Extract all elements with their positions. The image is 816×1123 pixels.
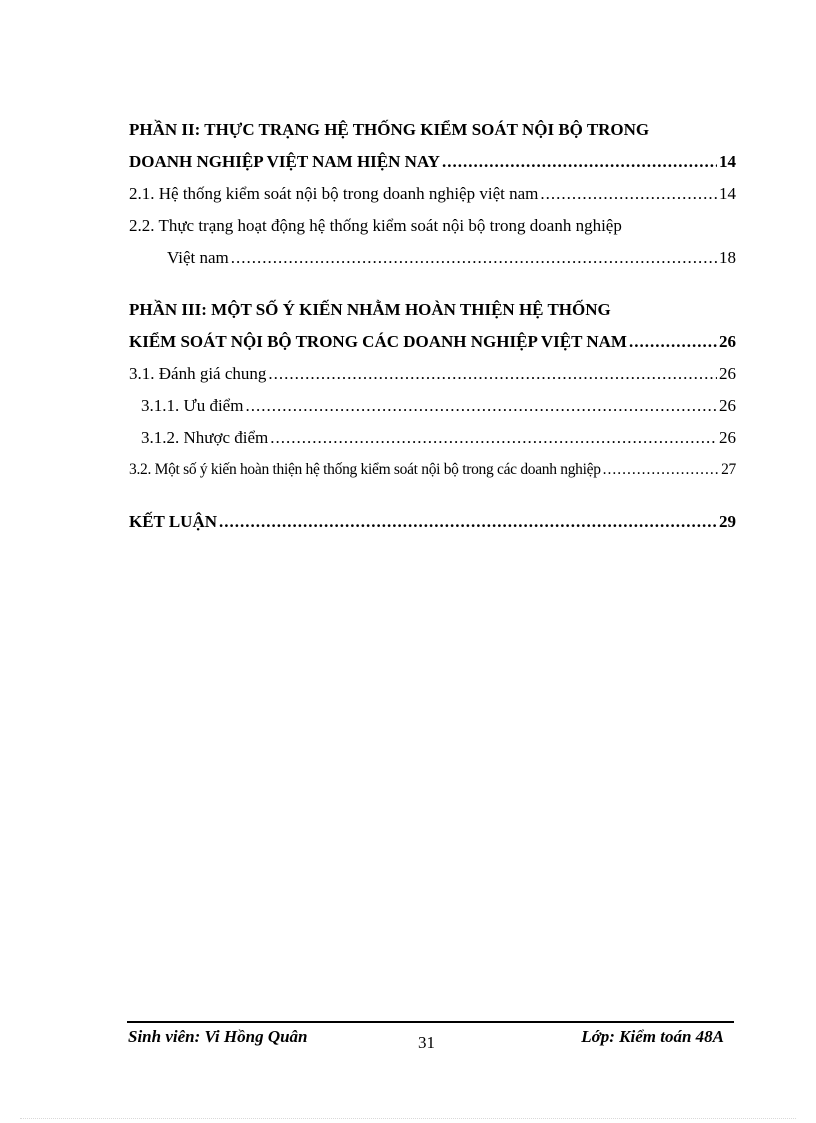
dot-leader (629, 332, 717, 352)
toc-part2-title-line2: DOANH NGHIỆP VIỆT NAM HIỆN NAY (129, 152, 440, 171)
toc-entry-2-2 (129, 208, 736, 240)
page-bottom-border (20, 1118, 796, 1119)
dot-leader (231, 248, 717, 268)
toc-entry-3-1-2 (129, 420, 736, 452)
toc-part2-heading (129, 112, 736, 144)
toc-entry-3-1-title: 3.1. Đánh giá chung (129, 364, 267, 383)
footer-divider (127, 1021, 734, 1023)
toc-part2-title-line1: PHẦN II: THỰC TRẠNG HỆ THỐNG KIỂM SOÁT NỘI BỘ TRONG (129, 120, 650, 139)
toc-entry-2-1 (129, 176, 736, 208)
dot-leader (442, 152, 717, 172)
toc-entry-3-1 (129, 356, 736, 388)
toc-entry-2-2-title-line1: 2.2. Thực trạng hoạt động hệ thống kiểm soát nội bộ trong doanh nghiệp (129, 216, 622, 235)
toc-entry-3-1-2-title: 3.1.2. Nhược điểm (141, 428, 269, 447)
toc-part2-heading-cont (129, 144, 736, 176)
toc-entry-2-2-cont (129, 240, 736, 272)
dot-leader (603, 460, 719, 480)
footer-student-name: Sinh viên: Vi Hồng Quân (128, 1027, 308, 1046)
toc-conclusion-page: 29 (719, 512, 736, 531)
toc-entry-2-1-page: 14 (719, 184, 736, 203)
toc-conclusion-title: KẾT LUẬN (129, 512, 218, 531)
dot-leader (268, 364, 717, 384)
toc-entry-2-1-title: 2.1. Hệ thống kiểm soát nội bộ trong doanh nghiệp việt nam (129, 184, 539, 203)
section-gap (129, 272, 736, 292)
toc-entry-3-1-1-title: 3.1.1. Ưu điểm (141, 396, 244, 415)
toc-entry-2-2-page: 18 (719, 248, 736, 267)
toc-part3-title-line1: PHẦN III: MỘT SỐ Ý KIẾN NHẰM HOÀN THIỆN HỆ THỐNG (129, 300, 611, 319)
dot-leader (219, 512, 717, 532)
toc-part3-title-line2: KIỂM SOÁT NỘI BỘ TRONG CÁC DOANH NGHIỆP VIỆT NAM (129, 332, 627, 351)
toc-entry-3-1-1 (129, 388, 736, 420)
toc-part3-heading-cont (129, 324, 736, 356)
toc-part2-page: 14 (719, 152, 736, 171)
toc-entry-3-2 (129, 452, 736, 484)
dot-leader (540, 184, 717, 204)
dot-leader (270, 428, 717, 448)
toc-entry-3-1-page: 26 (719, 364, 736, 383)
toc-entry-2-2-title-line2: Việt nam (167, 248, 229, 267)
dot-leader (245, 396, 717, 416)
toc-entry-3-2-page: 27 (721, 461, 736, 478)
toc-conclusion (129, 504, 736, 536)
toc-entry-3-1-2-page: 26 (719, 428, 736, 447)
table-of-contents (129, 112, 736, 536)
toc-part3-heading (129, 292, 736, 324)
toc-part3-page: 26 (719, 332, 736, 351)
toc-entry-3-1-1-page: 26 (719, 396, 736, 415)
section-gap (129, 484, 736, 504)
footer-class-name: Lớp: Kiểm toán 48A (581, 1027, 724, 1046)
toc-entry-3-2-title: 3.2. Một số ý kiến hoàn thiện hệ thống kiểm soát nội bộ trong các doanh nghiệp (129, 461, 601, 478)
footer-page-number: 31 (418, 1033, 435, 1052)
